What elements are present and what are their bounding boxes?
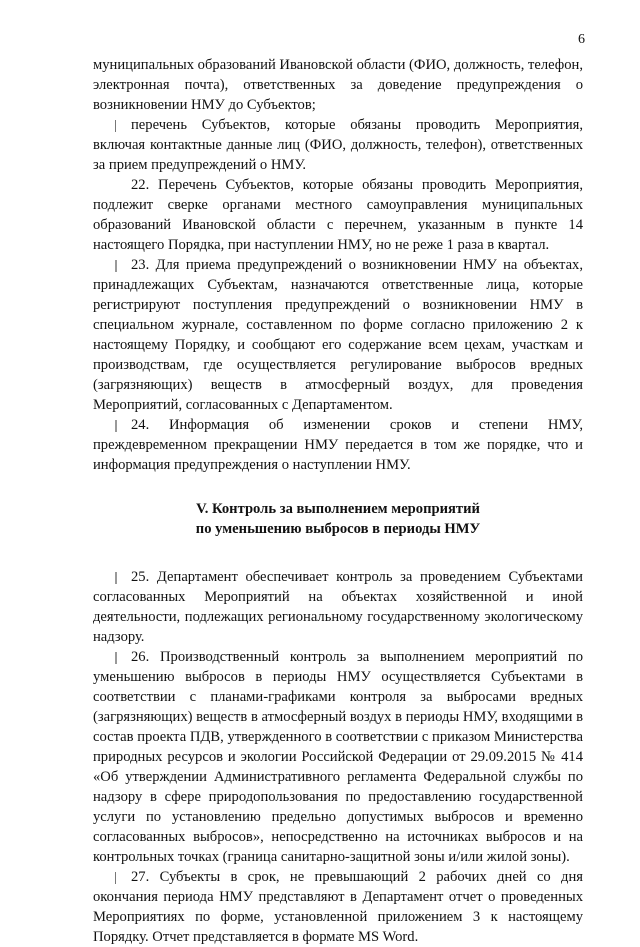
revision-mark [115,260,117,272]
paragraph-municipal-contacts: муниципальных образований Ивановской области (ФИО, должность, телефон, электронная почта), ответственных за доведение предупреждения о возникновении НМУ до Субъектов; [93,57,583,113]
revision-mark [115,652,117,664]
page-number: 6 [578,32,585,47]
revision-mark [115,572,117,584]
paragraph-23 [93,255,583,415]
revision-mark [115,120,116,132]
paragraph-23-text: 23. Для приема предупреждений о возникновении НМУ на объектах, принадлежащих Субъектам, назначаются ответственные лица, которые регистрируют поступления предупреждений о возникновении НМУ в специальном журнале, составленном по форме согласно приложению 2 к настоящему Порядку, и сообщают его содержание всем цехам, участкам и производствам, где осуществляется регулирование выбросов вредных (загрязняющих) веществ в атмосферный воздух, для проведения Мероприятий, согласованных с Департаментом. [93,257,583,413]
section-heading [93,499,583,539]
paragraph-27 [93,867,583,947]
revision-mark [115,872,116,884]
document-body [93,55,583,947]
paragraph-25 [93,567,583,647]
section-heading-line-1: V. Контроль за выполнением мероприятий [196,501,480,517]
paragraph-subjects-list-text: перечень Субъектов, которые обязаны проводить Мероприятия, включая контактные данные лиц (ФИО, должность, телефон), ответственных за прием предупреждений о НМУ. [93,117,583,173]
paragraph-22: 22. Перечень Субъектов, которые обязаны проводить Мероприятия, подлежит сверке органами местного самоуправления муниципальных образований Ивановской области с перечнем, указанным в пункте 14 настоящего Порядка, при наступлении НМУ, но не реже 1 раза в квартал. [93,177,583,253]
section-heading-line-2: по уменьшению выбросов в периоды НМУ [195,521,481,537]
paragraph-25-text: 25. Департамент обеспечивает контроль за проведением Субъектами согласованных Мероприятий на объектах хозяйственной и иной деятельности, подлежащих региональному государственному экологическому надзору. [93,569,583,645]
paragraph-27-text: 27. Субъекты в срок, не превышающий 2 рабочих дней со дня окончания периода НМУ представляют в Департамент отчет о проведенных Мероприятиях по форме, установленной приложением 3 к настоящему Порядку. Отчет представляется в формате MS Word. [93,869,583,945]
paragraph-26-text: 26. Производственный контроль за выполнением мероприятий по уменьшению выбросов в периоды НМУ осуществляется Субъектами в соответствии с планами-графиками контроля за выбросами вредных (загрязняющих) веществ в атмосферный воздух в периоды НМУ, входящими в состав проекта ПДВ, утвержденного в соответствии с приказом Министерства природных ресурсов и экологии Российской Федерации от 29.09.2015 № 414 «Об утверждении Административного регламента Федеральной службы по надзору в сфере природопользования по предоставлению государственной услуги по установлению предельно допустимых выбросов и временно согласованных выбросов», непосредственно на источниках выбросов и на контрольных точках (граница санитарно-защитной зоны и/или жилой зоны). [93,649,583,865]
paragraph-24-text: 24. Информация об изменении сроков и степени НМУ, преждевременном прекращении НМУ передается в том же порядке, что и информация предупреждения о наступлении НМУ. [93,417,583,473]
paragraph-26 [93,647,583,867]
paragraph-subjects-list [93,115,583,175]
paragraph-24 [93,415,583,475]
revision-mark [115,420,117,432]
